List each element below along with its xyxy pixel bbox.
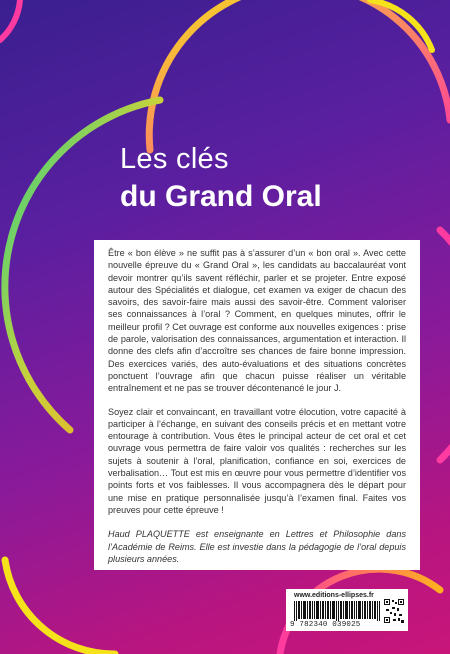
title-line-1: Les clés bbox=[120, 143, 229, 175]
isbn-digits: 9 782340 039025 bbox=[290, 621, 361, 629]
arc-bottom-left-yellow bbox=[5, 560, 115, 654]
summary-text-box bbox=[94, 240, 420, 570]
publisher-website: www.editions-ellipses.fr bbox=[294, 592, 374, 599]
author-bio: Haud PLAQUETTE est enseignante en Lettres et Philosophie dans l’Académie de Reims. Elle est investie dans la pédagogie de l’oral depuis plusieurs années. bbox=[108, 529, 406, 564]
arc-top-right bbox=[149, 0, 450, 150]
title-line-2: du Grand Oral bbox=[120, 180, 322, 213]
arc-right-pink bbox=[440, 230, 450, 460]
barcode-panel bbox=[286, 589, 408, 631]
summary-paragraph-2: Soyez clair et convaincant, en travaillant votre élocution, votre capacité à participer à l’échange, en suivant des conseils précis et en mettant votre entourage à contribution. Vous êtes le principal acteur de cet oral et cet ouvrage vous permettra de faire valoir vos qualités : recherches sur les sujets à soutenir à l’oral, planification, confiance en soi, exercices de verbalisation… Tout est mis en œuvre pour vous permettre d’identifier vos points forts et vos faiblesses. Il vous accompagnera dès le départ pour une mise en pratique personnalisée jusqu’à l’examen final. Faites vos preuves pour cette épreuve ! bbox=[108, 406, 406, 515]
arc-top-left-pink bbox=[0, 0, 20, 40]
summary-paragraph-1: Être « bon élève » ne suffit pas à s’assurer d’un « bon oral ». Avec cette nouvelle épreuve du « Grand Oral », les candidats au baccalauréat vont devoir montrer qu’ils savent réfléchir, parler et se projeter. Entre exposé autour des Spécialités et dialogue, cet examen va exiger de chacun des savoirs, des savoir-faire mais aussi des savoir-être. Comment valoriser ses connaissances à l’oral ? Comment, en quelques minutes, offrir le meilleur profil ? Cet ouvrage est conforme aux nouvelles exigences : prise de parole, valorisation des connaissances, argumentation et interaction. Il donne des clefs afin d’accroître ses chances de faire bonne impression. Des exercices variés, des auto-évaluations et des situations concrètes ponctuent l’ouvrage afin que chacun puisse réaliser un véritable entraînement et ne pas se trouver décontenancé le jour J. bbox=[108, 248, 406, 394]
barcode-icon bbox=[294, 601, 380, 621]
qr-code-icon bbox=[384, 599, 404, 623]
